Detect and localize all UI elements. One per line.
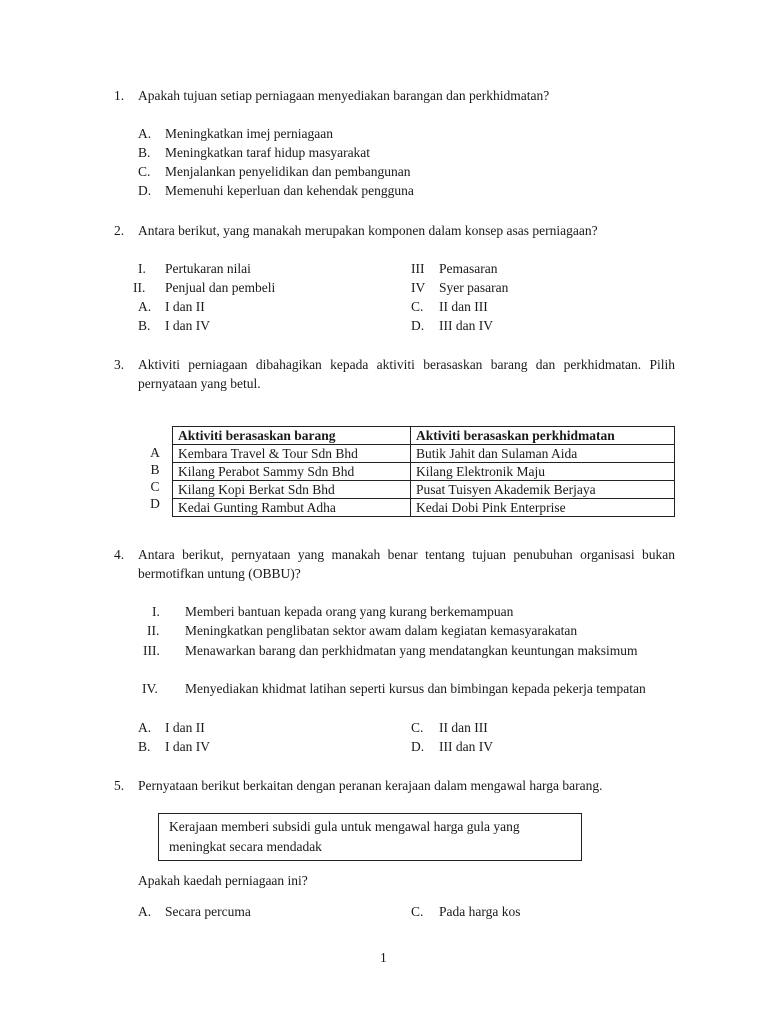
table-header-goods: Aktiviti berasaskan barang bbox=[173, 427, 411, 445]
table-row bbox=[173, 481, 675, 499]
q2-option-b-letter: B. bbox=[138, 318, 151, 333]
q4-option-c: II dan III bbox=[439, 720, 488, 735]
q1-option-d-letter: D. bbox=[138, 183, 152, 198]
table-header-row bbox=[173, 427, 675, 445]
q2-option-a-letter: A. bbox=[138, 299, 152, 314]
q5-option-a-letter: A. bbox=[138, 904, 152, 919]
q4-option-b-letter: B. bbox=[138, 739, 151, 754]
q4-statement-i: Memberi bantuan kepada orang yang kurang berkemampuan bbox=[185, 604, 514, 619]
q2-statement-i-roman: I. bbox=[138, 261, 146, 276]
q3-row-d-label: D bbox=[150, 496, 160, 511]
q3-row-c-label: C bbox=[150, 479, 160, 494]
q5-option-c: Pada harga kos bbox=[439, 904, 521, 919]
table-row bbox=[173, 463, 675, 481]
q5-question: Apakah kaedah perniagaan ini? bbox=[138, 873, 308, 888]
q1-option-b-letter: B. bbox=[138, 145, 151, 160]
q5-statement-box: Kerajaan memberi subsidi gula untuk mengawal harga gula yang meningkat secara mendadak bbox=[158, 813, 582, 861]
q2-option-a: I dan II bbox=[165, 299, 205, 314]
q5-option-a: Secara percuma bbox=[165, 904, 251, 919]
q4-statement-iv-roman: IV. bbox=[142, 681, 158, 696]
table-cell-service: Pusat Tuisyen Akademik Berjaya bbox=[411, 481, 675, 499]
q1-option-b: Meningkatkan taraf hidup masyarakat bbox=[165, 145, 371, 160]
q1-option-a: Meningkatkan imej perniagaan bbox=[165, 126, 333, 141]
q3-text: Aktiviti perniagaan dibahagikan kepada aktiviti berasaskan barang dan perkhidmatan. Pilih pernyataan yang betul. bbox=[138, 357, 675, 391]
q1-option-a-letter: A. bbox=[138, 126, 152, 141]
table-cell-goods: Kedai Gunting Rambut Adha bbox=[173, 499, 411, 517]
q4-statement-iv: Menyediakan khidmat latihan seperti kursus dan bimbingan kepada pekerja tempatan bbox=[185, 681, 646, 696]
q2-option-d-letter: D. bbox=[411, 318, 425, 333]
q5-option-c-letter: C. bbox=[411, 904, 424, 919]
q2-option-c-letter: C. bbox=[411, 299, 424, 314]
q2-statement-iii: Pemasaran bbox=[439, 261, 498, 276]
q1-option-c: Menjalankan penyelidikan dan pembangunan bbox=[165, 164, 411, 179]
q4-option-a-letter: A. bbox=[138, 720, 152, 735]
q2-statement-i: Pertukaran nilai bbox=[165, 261, 251, 276]
q4-option-d: III dan IV bbox=[439, 739, 493, 754]
q4-number: 4. bbox=[114, 547, 125, 562]
q1-text: Apakah tujuan setiap perniagaan menyediakan barangan dan perkhidmatan? bbox=[138, 88, 550, 103]
q5-number: 5. bbox=[114, 778, 125, 793]
q3-row-b-label: B bbox=[150, 462, 160, 477]
table-cell-service: Butik Jahit dan Sulaman Aida bbox=[411, 445, 675, 463]
q4-statement-iii: Menawarkan barang dan perkhidmatan yang mendatangkan keuntungan maksimum bbox=[185, 643, 638, 658]
q4-option-d-letter: D. bbox=[411, 739, 425, 754]
q2-option-c: II dan III bbox=[439, 299, 488, 314]
q2-statement-ii: Penjual dan pembeli bbox=[165, 280, 276, 295]
q2-text: Antara berikut, yang manakah merupakan komponen dalam konsep asas perniagaan? bbox=[138, 223, 598, 238]
q4-text: Antara berikut, pernyataan yang manakah benar tentang tujuan penubuhan organisasi bukan bermotifkan untung (OBBU)? bbox=[138, 547, 675, 581]
q4-statement-i-roman: I. bbox=[152, 604, 160, 619]
q2-option-d: III dan IV bbox=[439, 318, 493, 333]
q5-text: Pernyataan berikut berkaitan dengan peranan kerajaan dalam mengawal harga barang. bbox=[138, 778, 603, 793]
table-cell-service: Kilang Elektronik Maju bbox=[411, 463, 675, 481]
table-cell-goods: Kembara Travel & Tour Sdn Bhd bbox=[173, 445, 411, 463]
q4-statement-iii-roman: III. bbox=[143, 643, 160, 658]
table-cell-goods: Kilang Kopi Berkat Sdn Bhd bbox=[173, 481, 411, 499]
q1-option-c-letter: C. bbox=[138, 164, 151, 179]
table-cell-goods: Kilang Perabot Sammy Sdn Bhd bbox=[173, 463, 411, 481]
q4-option-c-letter: C. bbox=[411, 720, 424, 735]
q2-option-b: I dan IV bbox=[165, 318, 210, 333]
q1-option-d: Memenuhi keperluan dan kehendak pengguna bbox=[165, 183, 414, 198]
q2-statement-iv: Syer pasaran bbox=[439, 280, 509, 295]
q3-activity-table bbox=[172, 426, 675, 517]
q2-statement-iii-roman: III bbox=[411, 261, 425, 276]
q4-option-b: I dan IV bbox=[165, 739, 210, 754]
q4-option-a: I dan II bbox=[165, 720, 205, 735]
table-row bbox=[173, 499, 675, 517]
q2-statement-ii-roman: II. bbox=[133, 280, 146, 295]
q4-statement-ii: Meningkatkan penglibatan sektor awam dalam kegiatan kemasyarakatan bbox=[185, 623, 578, 638]
table-cell-service: Kedai Dobi Pink Enterprise bbox=[411, 499, 675, 517]
table-header-service: Aktiviti berasaskan perkhidmatan bbox=[411, 427, 675, 445]
q2-statement-iv-roman: IV bbox=[411, 280, 426, 295]
q1-number: 1. bbox=[114, 88, 125, 103]
q2-number: 2. bbox=[114, 223, 125, 238]
q3-number: 3. bbox=[114, 357, 125, 372]
q4-statement-ii-roman: II. bbox=[147, 623, 160, 638]
page-number: 1 bbox=[380, 950, 387, 965]
table-row bbox=[173, 445, 675, 463]
q3-row-a-label: A bbox=[150, 445, 160, 460]
